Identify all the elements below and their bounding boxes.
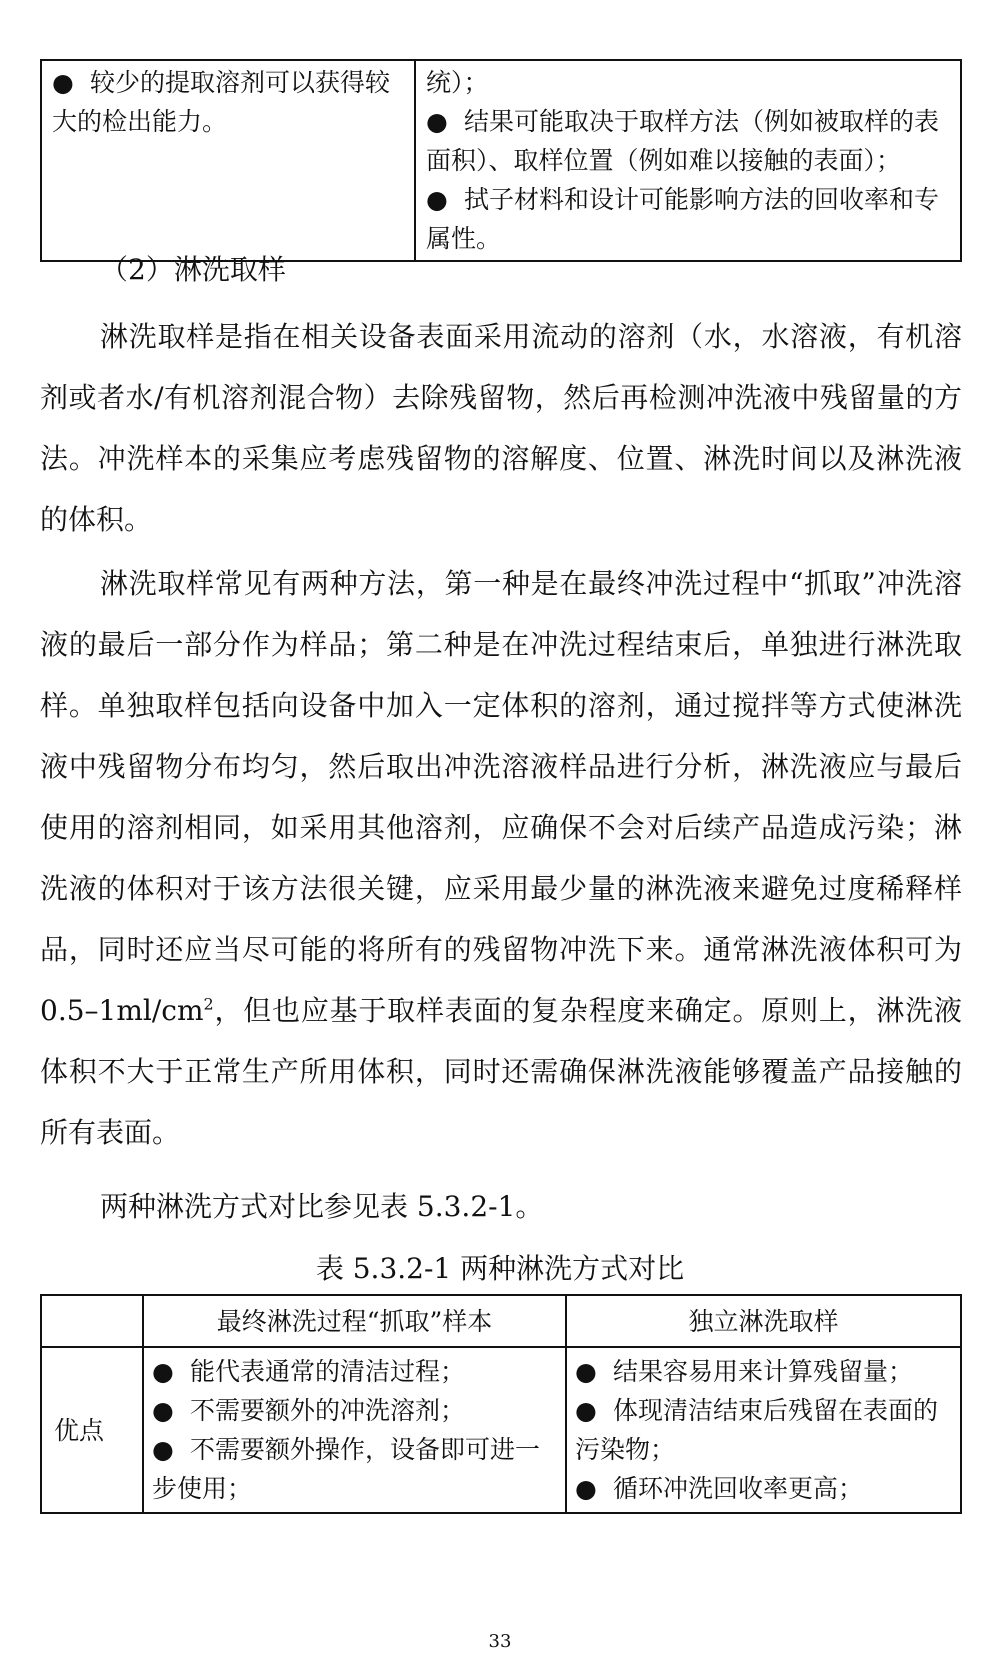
bullet-item [575, 1352, 952, 1391]
comparison-table [40, 1294, 962, 1514]
bullet-text: 循环冲洗回收率更高； [613, 1474, 864, 1503]
bullet-text: 体现清洁结束后残留在表面的污染物； [575, 1396, 939, 1464]
bullet-icon: ● [575, 1357, 597, 1386]
bullet-icon: ● [426, 185, 448, 214]
top-table-right-cell [415, 60, 961, 261]
bullet-icon: ● [52, 68, 74, 97]
bullet-icon: ● [426, 107, 448, 136]
bullet-item [52, 63, 408, 141]
bullet-icon: ● [152, 1357, 174, 1386]
bullet-text: 拭子材料和设计可能影响方法的回收率和专属性。 [426, 185, 940, 253]
bullet-icon: ● [152, 1396, 174, 1425]
independent-rinse-advantages-cell [566, 1347, 961, 1513]
bullet-text: 结果可能取决于取样方法（例如被取样的表面积）、取样位置（例如难以接触的表面）； [426, 107, 940, 175]
bullet-text: 不需要额外的冲洗溶剂； [190, 1396, 466, 1425]
header-cell-independent-rinse: 独立淋洗取样 [566, 1295, 961, 1347]
bullet-item [575, 1469, 952, 1508]
table-row [41, 1347, 961, 1513]
bullet-icon: ● [152, 1435, 174, 1464]
bullet-item [152, 1352, 557, 1391]
bullet-text: 能代表通常的清洁过程； [190, 1357, 466, 1386]
top-table [40, 59, 962, 262]
continuation-text: 统）； [426, 68, 489, 97]
paragraph-text: 淋洗取样常见有两种方法，第一种是在最终冲洗过程中“抓取”冲洗溶液的最后一部分作为样品；第二种是在冲洗过程结束后，单独进行淋洗取样。单独取样包括向设备中加入一定体积的溶剂，通过搅拌等方式使淋洗液中残留物分布均匀，然后取出冲洗溶液样品进行分析，淋洗液应与最后使用的溶剂相同，如采用其他溶剂，应确保不会对后续产品造成污染；淋洗液的体积对于该方法很关键，应采用最少量的淋洗液来避免过度稀释样品，同时还应当尽可能的将所有的残留物冲洗下来。通常淋洗液体积可为 0.5–1ml/cm [40, 567, 962, 1027]
bullet-item [152, 1391, 557, 1430]
table-caption: 表 5.3.2-1 两种淋洗方式对比 [315, 1252, 685, 1285]
header-cell-empty [41, 1295, 143, 1347]
paragraph-rinse-methods [40, 553, 962, 1163]
paragraph-text: ，但也应基于取样表面的复杂程度来确定。原则上，淋洗液体积不大于正常生产所用体积，同时还需确保淋洗液能够覆盖产品接触的所有表面。 [40, 994, 962, 1149]
bullet-text: 较少的提取溶剂可以获得较大的检出能力。 [52, 68, 391, 136]
section-heading: （2）淋洗取样 [100, 253, 286, 286]
bullet-text: 结果容易用来计算残留量； [613, 1357, 914, 1386]
bullet-item [575, 1391, 952, 1469]
bullet-item [426, 180, 954, 258]
row-label-advantages: 优点 [41, 1347, 143, 1513]
table-header-row [41, 1295, 961, 1347]
final-rinse-advantages-cell [143, 1347, 566, 1513]
paragraph-rinse-definition: 淋洗取样是指在相关设备表面采用流动的溶剂（水，水溶液，有机溶剂或者水/有机溶剂混合物）去除残留物，然后再检测冲洗液中残留量的方法。冲洗样本的采集应考虑残留物的溶解度、位置、淋洗时间以及淋洗液的体积。 [40, 320, 962, 536]
bullet-item [152, 1430, 557, 1508]
header-cell-final-rinse: 最终淋洗过程“抓取”样本 [143, 1295, 566, 1347]
page-number: 33 [488, 1631, 512, 1652]
bullet-icon: ● [575, 1474, 597, 1503]
paragraph-table-reference: 两种淋洗方式对比参见表 5.3.2-1。 [100, 1190, 544, 1223]
top-table-left-cell [41, 60, 415, 261]
superscript: 2 [203, 994, 214, 1014]
bullet-text: 不需要额外操作，设备即可进一步使用； [152, 1435, 541, 1503]
bullet-icon: ● [575, 1396, 597, 1425]
bullet-item [426, 102, 954, 180]
